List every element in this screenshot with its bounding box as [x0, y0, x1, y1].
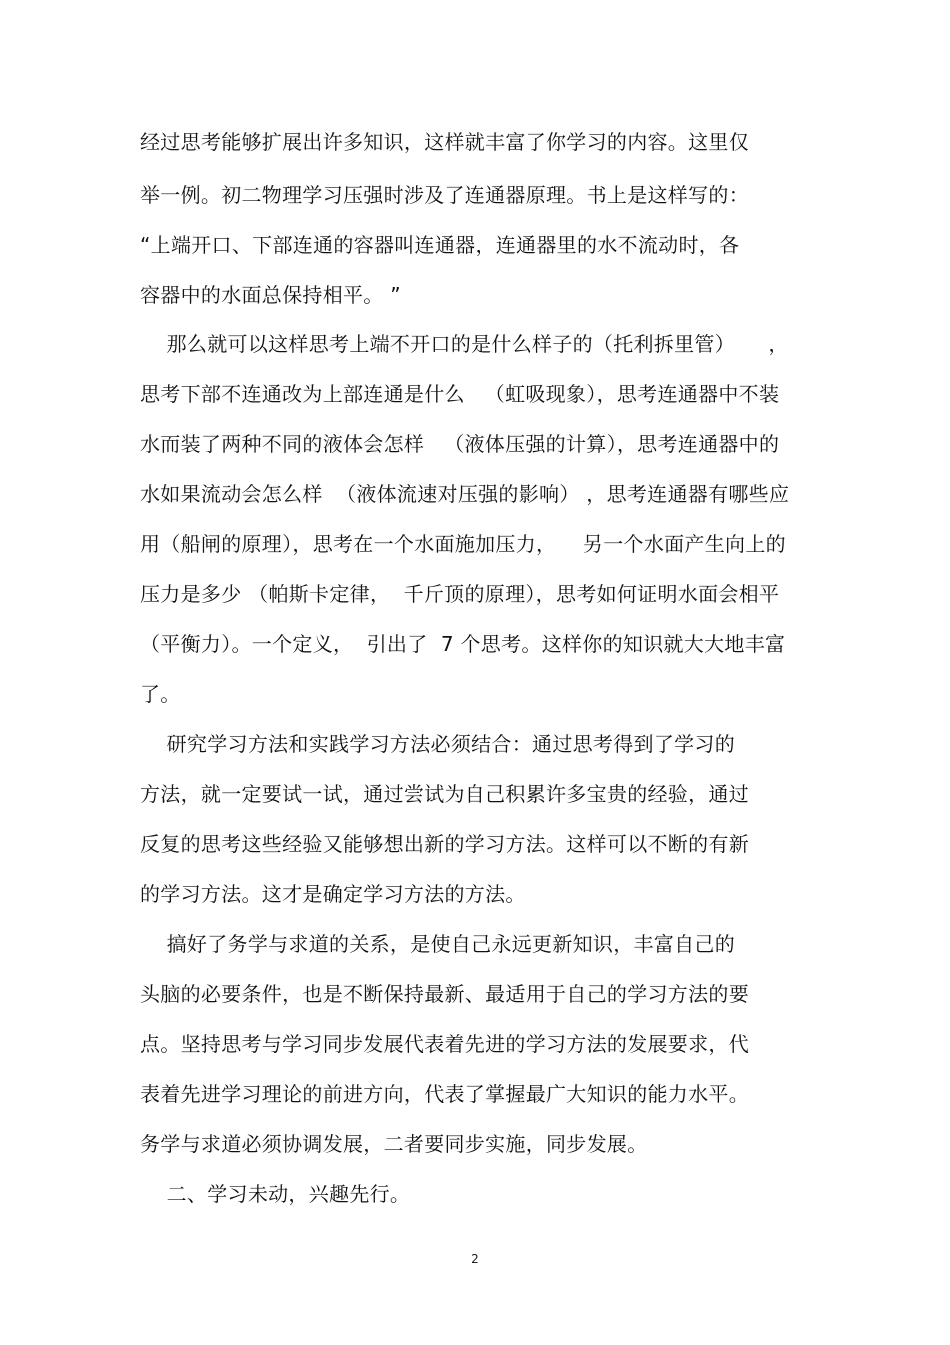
- text-line: 了。: [140, 682, 181, 706]
- text-line: 表着先进学习理论的前进方向，代表了掌握最广大知识的能力水平。: [140, 1082, 749, 1106]
- text-line: 水而装了两种不同的液体会怎样 （液体压强的计算），思考连通器中的: [140, 432, 780, 456]
- text-line: 水如果流动会怎么样 （液体流速对压强的影响） ，思考连通器有哪些应: [140, 482, 790, 506]
- text-line: 反复的思考这些经验又能够想出新的学习方法。这样可以不断的有新: [140, 832, 749, 856]
- text-line: 那么就可以这样思考上端不开口的是什么样子的（托利拆里管） ，: [140, 332, 789, 356]
- text-line: 方法，就一定要试一试，通过尝试为自己积累许多宝贵的经验，通过: [140, 782, 749, 806]
- text-line: 的学习方法。这才是确定学习方法的方法。: [140, 882, 526, 906]
- text-line: “上端开口、下部连通的容器叫连通器，连通器里的水不流动时，各: [140, 233, 740, 257]
- text-line: 经过思考能够扩展出许多知识，这样就丰富了你学习的内容。这里仅: [140, 130, 749, 154]
- text-line: 搞好了务学与求道的关系，是使自己永远更新知识，丰富自己的: [140, 932, 736, 956]
- text-line: 压力是多少 （帕斯卡定律， 千斤顶的原理），思考如何证明水面会相平: [140, 582, 780, 606]
- text-line: （平衡力）。一个定义， 引出了 7 个思考。这样你的知识就大大地丰富: [140, 632, 786, 656]
- text-line: 头脑的必要条件，也是不断保持最新、最适用于自己的学习方法的要: [140, 982, 749, 1006]
- text-line: 研究学习方法和实践学习方法必须结合：通过思考得到了学习的: [140, 732, 736, 756]
- text-line: 二、学习未动，兴趣先行。: [140, 1182, 411, 1206]
- text-line: 举一例。初二物理学习压强时涉及了连通器原理。书上是这样写的：: [140, 183, 749, 207]
- text-line: 容器中的水面总保持相平。 ”: [140, 283, 401, 307]
- text-line: 点。坚持思考与学习同步发展代表着先进的学习方法的发展要求，代: [140, 1032, 749, 1056]
- text-line: 用（船闸的原理），思考在一个水面施加压力， 另一个水面产生向上的: [140, 532, 786, 556]
- text-line: 思考下部不连通改为上部连通是什么 （虹吸现象），思考连通器中不装: [140, 382, 780, 406]
- page-number: 2: [471, 1252, 479, 1266]
- text-line: 务学与求道必须协调发展，二者要同步实施，同步发展。: [140, 1132, 648, 1156]
